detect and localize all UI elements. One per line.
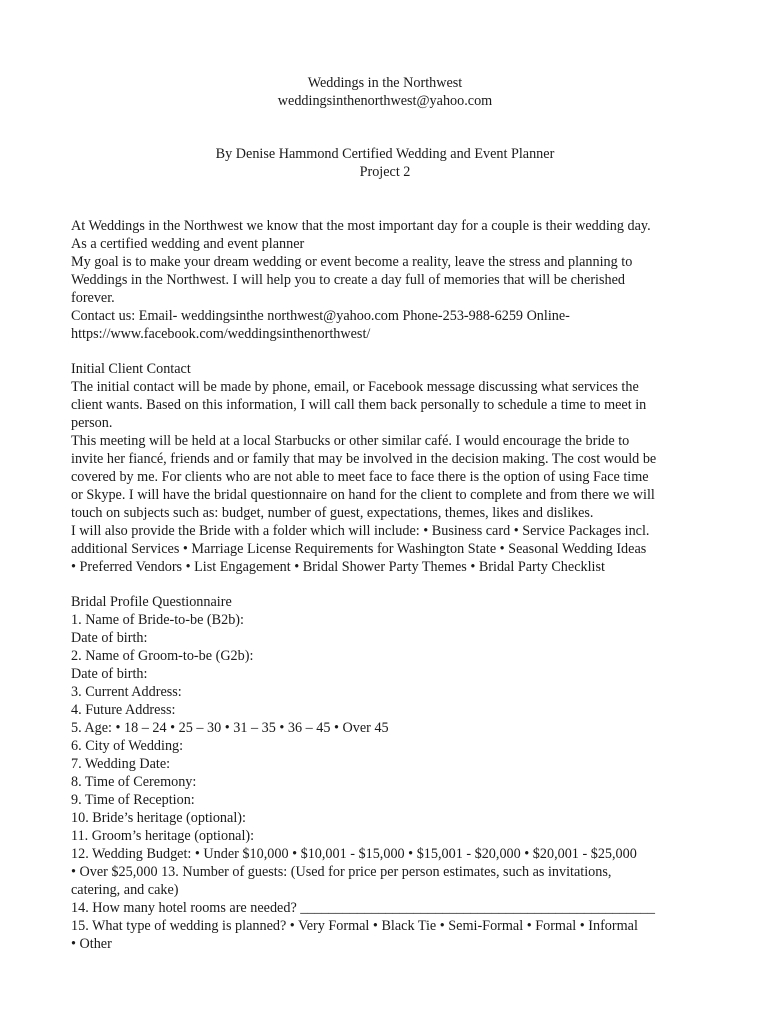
contact-line: Contact us: Email- weddingsinthe northwest@yahoo.com Phone-253-988-6259 Online-	[71, 308, 570, 324]
contact-paragraph-line: invite her fiancé, friends and or family that may be involved in the decision making. The cost would be	[71, 451, 657, 467]
intro-line: My goal is to make your dream wedding or event become a reality, leave the stress and planning to	[71, 254, 633, 270]
questionnaire-item: 10. Bride’s heritage (optional):	[71, 810, 246, 826]
contact-paragraph-line: The initial contact will be made by phone, email, or Facebook message discussing what services the	[71, 379, 639, 395]
header-email: weddingsinthenorthwest@yahoo.com	[277, 93, 493, 109]
questionnaire-item: catering, and cake)	[71, 882, 179, 898]
questionnaire-item: 14. How many hotel rooms are needed? __________________________________________________	[71, 900, 655, 916]
contact-paragraph-line: This meeting will be held at a local Starbucks or other similar café. I would encourage the bride to	[71, 433, 630, 449]
author-byline: By Denise Hammond Certified Wedding and Event Planner	[215, 146, 555, 162]
contact-paragraph-line: touch on subjects such as: budget, number of guest, expectations, themes, likes and dislikes.	[71, 505, 594, 521]
questionnaire-item: 4. Future Address:	[71, 702, 176, 718]
questionnaire-item: 6. City of Wedding:	[71, 738, 184, 754]
questionnaire-item: 8. Time of Ceremony:	[71, 774, 197, 790]
intro-line: As a certified wedding and event planner	[71, 236, 305, 252]
contact-paragraph-line: • Preferred Vendors • List Engagement • Bridal Shower Party Themes • Bridal Party Checklist	[71, 559, 605, 575]
questionnaire-item: 11. Groom’s heritage (optional):	[71, 828, 255, 844]
intro-line: Weddings in the Northwest. I will help you to create a day full of memories that will be cherished	[71, 272, 625, 288]
contact-paragraph-line: additional Services • Marriage License Requirements for Washington State • Seasonal Wedding Ideas	[71, 541, 647, 557]
questionnaire-item: 9. Time of Reception:	[71, 792, 195, 808]
questionnaire-item: 2. Name of Groom-to-be (G2b):	[71, 648, 254, 664]
section-heading-questionnaire: Bridal Profile Questionnaire	[71, 594, 232, 610]
questionnaire-item: 1. Name of Bride-to-be (B2b):	[71, 612, 244, 628]
contact-paragraph-line: covered by me. For clients who are not able to meet face to face there is the option of using Face time	[71, 469, 649, 485]
section-heading-initial-contact: Initial Client Contact	[71, 361, 191, 377]
questionnaire-item: 5. Age: • 18 – 24 • 25 – 30 • 31 – 35 • 36 – 45 • Over 45	[71, 720, 389, 736]
document-title: Weddings in the Northwest	[307, 75, 463, 91]
intro-line: At Weddings in the Northwest we know that the most important day for a couple is their wedding day.	[71, 218, 651, 234]
contact-paragraph-line: client wants. Based on this information, I will call them back personally to schedule a time to meet in	[71, 397, 647, 413]
questionnaire-item: • Over $25,000 13. Number of guests: (Used for price per person estimates, such as invitations,	[71, 864, 612, 880]
questionnaire-item: Date of birth:	[71, 666, 148, 682]
contact-paragraph-line: person.	[71, 415, 113, 431]
questionnaire-item: Date of birth:	[71, 630, 148, 646]
intro-line: forever.	[71, 290, 115, 306]
questionnaire-item: 12. Wedding Budget: • Under $10,000 • $10,001 - $15,000 • $15,001 - $20,000 • $20,001 - $25,000	[71, 846, 637, 862]
questionnaire-item: 15. What type of wedding is planned? • Very Formal • Black Tie • Semi-Formal • Formal • Informal	[71, 918, 638, 934]
project-label: Project 2	[359, 164, 411, 180]
questionnaire-item: 7. Wedding Date:	[71, 756, 171, 772]
contact-paragraph-line: or Skype. I will have the bridal questionnaire on hand for the client to complete and from there we will	[71, 487, 655, 503]
questionnaire-item: 3. Current Address:	[71, 684, 182, 700]
questionnaire-item: • Other	[71, 936, 112, 952]
contact-paragraph-line: I will also provide the Bride with a folder which will include: • Business card • Service Packages incl.	[71, 523, 650, 539]
facebook-url: https://www.facebook.com/weddingsinthenorthwest/	[71, 326, 371, 342]
